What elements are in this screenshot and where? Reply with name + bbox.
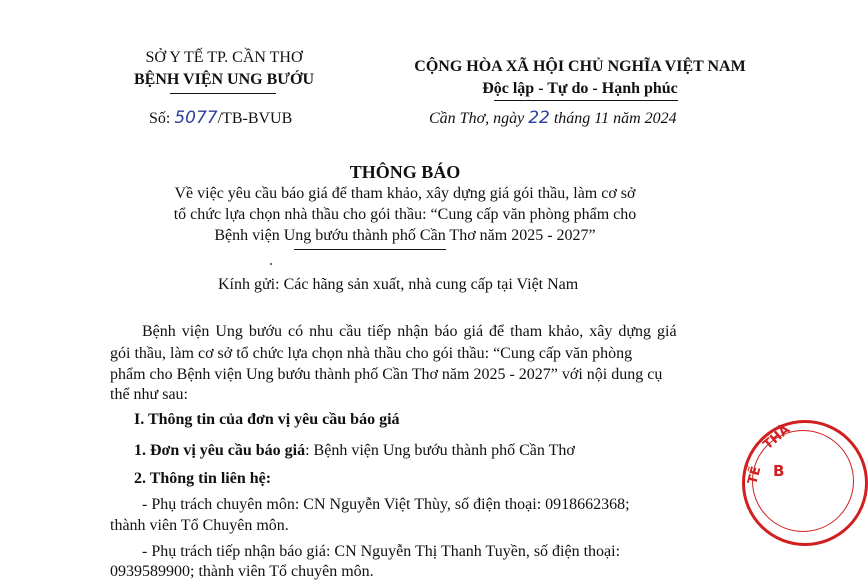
intro-line-4: thể như sau: (110, 386, 188, 403)
contact-2-line-2: 0939589900; thành viên Tổ chuyên môn. (110, 563, 374, 580)
motto-underline (494, 100, 678, 101)
date-rest: tháng 11 năm 2024 (549, 110, 677, 127)
section-1-item-2: 2. Thông tin liên hệ: (134, 470, 272, 487)
nation-title: CỘNG HÒA XÃ HỘI CHỦ NGHĨA VIỆT NAM (414, 58, 746, 75)
subject-line-1: Về việc yêu cầu báo giá để tham khảo, xây dựng giá gói thầu, làm cơ sở (174, 185, 636, 202)
subject-line-3: Bệnh viện Ung bướu thành phố Cần Thơ năm 2025 - 2027” (214, 227, 596, 244)
section-1-heading: I. Thông tin của đơn vị yêu cầu báo giá (134, 411, 400, 428)
doc-number-prefix: Số: (149, 110, 175, 127)
doc-number-suffix: /TB-BVUB (217, 110, 293, 127)
seal-text-side: TẾ (745, 464, 765, 487)
contact-1-line-2: thành viên Tổ Chuyên môn. (110, 517, 289, 534)
intro-line-2: gói thầu, làm cơ sở tổ chức lựa chọn nhà thầu cho gói thầu: “Cung cấp văn phòng (110, 345, 633, 362)
doc-number (149, 108, 292, 128)
item-1-value: : Bệnh viện Ung bướu thành phố Cần Thơ (305, 442, 575, 459)
intro-line-1: Bệnh viện Ung bướu có nhu cầu tiếp nhận báo giá để tham khảo, xây dựng giá (142, 323, 677, 340)
subject-underline (294, 249, 446, 250)
org-name: BỆNH VIỆN UNG BƯỚU (133, 71, 315, 88)
recipient: Kính gửi: Các hãng sản xuất, nhà cung cấp tại Việt Nam (218, 276, 579, 293)
subject-line-2: tổ chức lựa chọn nhà thầu cho gói thầu: “Cung cấp văn phòng phẩm cho (173, 206, 637, 223)
seal-text-inner: B (773, 462, 785, 480)
item-1-label: 1. Đơn vị yêu cầu báo giá (134, 442, 306, 459)
seal-text-top: THÀ (760, 422, 794, 453)
date-day-handwritten: 22 (528, 108, 550, 128)
contact-1-line-1: - Phụ trách chuyên môn: CN Nguyễn Việt Thùy, số điện thoại: 0918662368; (142, 496, 630, 513)
date-prefix: Cần Thơ, ngày (429, 110, 529, 127)
motto: Độc lập - Tự do - Hạnh phúc (482, 80, 678, 97)
org-name-underline (170, 93, 276, 94)
section-1-item-1 (134, 442, 575, 460)
stray-dot (270, 263, 272, 265)
notice-heading: THÔNG BÁO (349, 162, 461, 182)
contact-2-line-1: - Phụ trách tiếp nhận báo giá: CN Nguyễn Thị Thanh Tuyền, số điện thoại: (142, 543, 621, 560)
org-parent: SỞ Y TẾ TP. CẦN THƠ (145, 49, 303, 66)
date-line (429, 108, 677, 128)
intro-line-3: phẩm cho Bệnh viện Ung bướu thành phố Cần Thơ năm 2025 - 2027” với nội dung cụ (110, 366, 663, 383)
doc-number-handwritten: 5077 (174, 108, 218, 128)
